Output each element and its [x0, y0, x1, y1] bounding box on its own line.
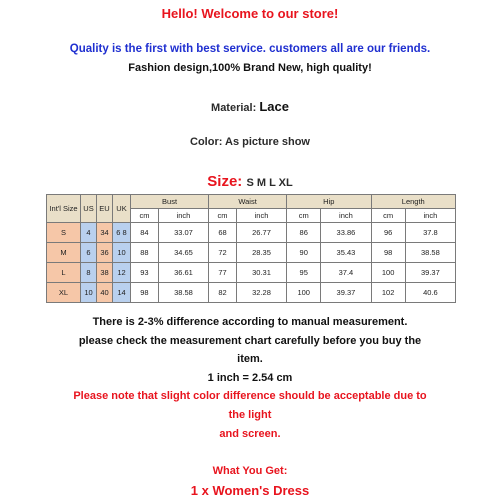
size-line	[0, 173, 500, 191]
cell-waist-inch: 32.28	[236, 283, 286, 303]
cell-us: 6	[81, 243, 97, 263]
cell-bust-cm: 84	[131, 223, 159, 243]
unit-inch: inch	[158, 209, 208, 223]
cell-waist-cm: 77	[209, 263, 237, 283]
table-row	[47, 243, 456, 263]
cell-hip-inch: 35.43	[321, 243, 371, 263]
cell-uk: 12	[113, 263, 131, 283]
cell-us: 10	[81, 283, 97, 303]
color-note-2: the light	[228, 409, 272, 421]
cell-waist-cm: 68	[209, 223, 237, 243]
header-bust: Bust	[131, 195, 209, 209]
cell-hip-inch: 37.4	[321, 263, 371, 283]
cell-bust-inch: 34.65	[158, 243, 208, 263]
cell-waist-inch: 26.77	[236, 223, 286, 243]
cell-length-cm: 98	[371, 243, 405, 263]
unit-cm: cm	[287, 209, 321, 223]
cell-hip-cm: 90	[287, 243, 321, 263]
size-label: Size:	[207, 173, 247, 190]
cell-us: 8	[81, 263, 97, 283]
cell-waist-cm: 82	[209, 283, 237, 303]
cell-bust-cm: 98	[131, 283, 159, 303]
unit-inch: inch	[321, 209, 371, 223]
cell-length-cm: 102	[371, 283, 405, 303]
cell-intl-size: XL	[47, 283, 81, 303]
cell-eu: 38	[97, 263, 113, 283]
color-note-1: Please note that slight color difference should be acceptable due to	[73, 390, 427, 402]
cell-us: 4	[81, 223, 97, 243]
difference-text: There is 2-3% difference according to manual measurement.	[92, 316, 408, 328]
cell-waist-cm: 72	[209, 243, 237, 263]
cell-bust-cm: 88	[131, 243, 159, 263]
header-hip: Hip	[287, 195, 371, 209]
material-line	[0, 99, 500, 114]
cell-eu: 40	[97, 283, 113, 303]
table-row	[47, 263, 456, 283]
check-text-1: please check the measurement chart carefully before you buy the	[78, 335, 422, 347]
material-label: Material:	[211, 102, 260, 114]
quality-text: Quality is the first with best service. customers all are our friends.	[69, 43, 431, 55]
table-row	[47, 283, 456, 303]
unit-inch: inch	[236, 209, 286, 223]
color-note-3: and screen.	[219, 428, 281, 440]
check-text-2: item.	[237, 353, 263, 365]
cell-intl-size: M	[47, 243, 81, 263]
cell-hip-inch: 33.86	[321, 223, 371, 243]
cell-intl-size: S	[47, 223, 81, 243]
cell-bust-inch: 36.61	[158, 263, 208, 283]
cell-length-cm: 100	[371, 263, 405, 283]
header-length: Length	[371, 195, 455, 209]
inch-conversion-text: 1 inch = 2.54 cm	[207, 372, 293, 384]
cell-uk: 6 8	[113, 223, 131, 243]
what-you-get-title: What You Get:	[212, 465, 288, 477]
header-intl-size: Int'l Size	[47, 195, 81, 223]
cell-bust-inch: 38.58	[158, 283, 208, 303]
cell-length-inch: 37.8	[405, 223, 455, 243]
size-chart-table	[46, 194, 456, 303]
cell-length-inch: 39.37	[405, 263, 455, 283]
unit-cm: cm	[209, 209, 237, 223]
cell-hip-cm: 86	[287, 223, 321, 243]
unit-cm: cm	[131, 209, 159, 223]
cell-hip-cm: 100	[287, 283, 321, 303]
cell-waist-inch: 30.31	[236, 263, 286, 283]
cell-intl-size: L	[47, 263, 81, 283]
cell-waist-inch: 28.35	[236, 243, 286, 263]
header-us: US	[81, 195, 97, 223]
cell-length-inch: 40.6	[405, 283, 455, 303]
material-value: Lace	[259, 99, 289, 114]
fashion-text: Fashion design,100% Brand New, high quality!	[128, 62, 372, 74]
what-you-get-item: 1 x Women's Dress	[190, 483, 310, 498]
unit-inch: inch	[405, 209, 455, 223]
cell-length-cm: 96	[371, 223, 405, 243]
table-row	[47, 223, 456, 243]
welcome-text: Hello! Welcome to our store!	[161, 6, 339, 21]
cell-hip-inch: 39.37	[321, 283, 371, 303]
cell-uk: 10	[113, 243, 131, 263]
header-waist: Waist	[209, 195, 287, 209]
cell-uk: 14	[113, 283, 131, 303]
cell-bust-cm: 93	[131, 263, 159, 283]
cell-eu: 34	[97, 223, 113, 243]
cell-length-inch: 38.58	[405, 243, 455, 263]
size-values: S M L XL	[246, 177, 293, 189]
cell-bust-inch: 33.07	[158, 223, 208, 243]
header-eu: EU	[97, 195, 113, 223]
cell-eu: 36	[97, 243, 113, 263]
header-uk: UK	[113, 195, 131, 223]
color-text: Color: As picture show	[190, 136, 310, 148]
cell-hip-cm: 95	[287, 263, 321, 283]
table-header-row	[47, 195, 456, 209]
unit-cm: cm	[371, 209, 405, 223]
